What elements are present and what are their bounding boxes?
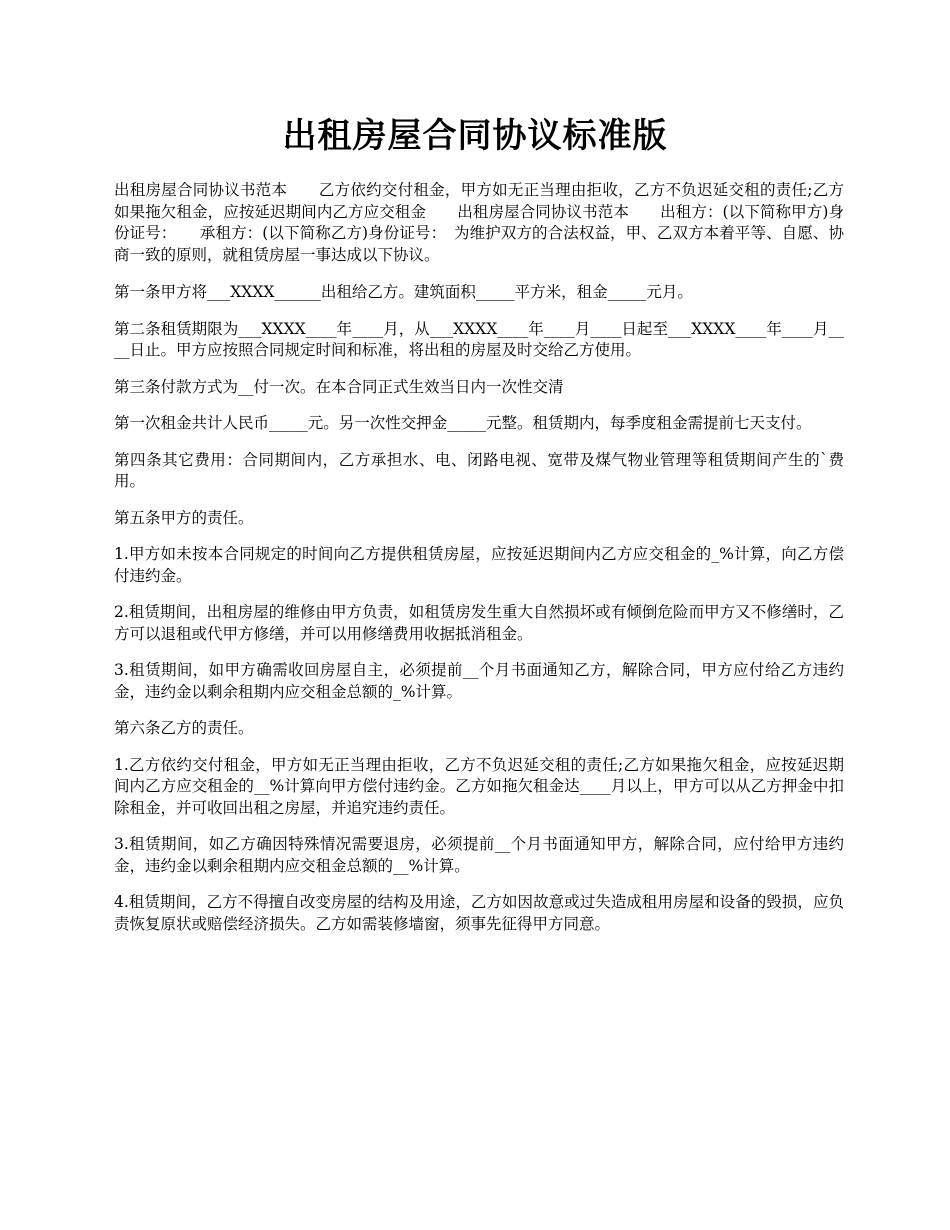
paragraph-article-5-item-2: 2.租赁期间，出租房屋的维修由甲方负责，如租赁房发生重大自然损坏或有倾倒危险而甲方又不修缮时，乙方可以退租或代甲方修缮，并可以用修缮费用收据抵消租金。 [114, 603, 844, 643]
document-title: 出租房屋合同协议标准版 [282, 116, 668, 156]
paragraph-article-5-heading: 第五条甲方的责任。 [114, 508, 254, 527]
paragraph-article-2: 第二条租赁期限为___XXXX____年____月，从___XXXX____年____月____日起至___XXXX____年____月____日止。甲方应按照合同规定时间和标准，将出租的房屋及时交给乙方使用。 [114, 319, 844, 359]
document-body [114, 180, 844, 950]
paragraph-article-5-item-3: 3.租赁期间，如甲方确需收回房屋自主，必须提前__个月书面通知乙方，解除合同，甲方应付给乙方违约金，违约金以剩余租期内应交租金总额的_%计算。 [114, 661, 844, 701]
paragraph-article-6-item-4: 4.租赁期间，乙方不得擅自改变房屋的结构及用途，乙方如因故意或过失造成租用房屋和设备的毁损，应负责恢复原状或赔偿经济损失。乙方如需装修墙窗，须事先征得甲方同意。 [114, 893, 844, 933]
paragraph-article-6-item-3: 3.租赁期间，如乙方确因特殊情况需要退房，必须提前__个月书面通知甲方，解除合同，应付给甲方违约金，违约金以剩余租期内应交租金总额的__%计算。 [114, 835, 844, 875]
paragraph-article-6-item-1: 1.乙方依约交付租金，甲方如无正当理由拒收，乙方不负迟延交租的责任;乙方如果拖欠租金，应按延迟期间内乙方应交租金的__%计算向甲方偿付违约金。乙方如拖欠租金达____月以上，甲方可以从乙方押金中扣除租金，并可收回出租之房屋，并追究违约责任。 [114, 755, 844, 817]
paragraph-first-payment: 第一次租金共计人民币_____元。另一次性交押金_____元整。租赁期内，每季度租金需提前七天支付。 [114, 414, 812, 432]
paragraph-article-6-heading: 第六条乙方的责任。 [114, 719, 254, 737]
paragraph-article-5-item-1: 1.甲方如未按本合同规定的时间向乙方提供租赁房屋，应按延迟期间内乙方应交租金的_%计算，向乙方偿付违约金。 [114, 545, 844, 585]
paragraph-intro: 出租房屋合同协议书范本 乙方依约交付租金，甲方如无正当理由拒收，乙方不负迟延交租的责任;乙方如果拖欠租金，应按延迟期间内乙方应交租金 出租房屋合同协议书范本 出租方：(以下简称甲方)身份证号： 承租方：(以下简称乙方)身份证号： 为维护双方的合法权益，甲、乙双方本着平等、自愿、协商一致的原则，就租赁房屋一事达成以下协议。 [114, 181, 844, 264]
paragraph-article-1: 第一条甲方将___XXXX______出租给乙方。建筑面积_____平方米，租金_____元月。 [114, 283, 693, 301]
paragraph-article-3: 第三条付款方式为__付一次。在本合同正式生效当日内一次性交清 [114, 377, 564, 396]
paragraph-article-4: 第四条其它费用：合同期间内，乙方承担水、电、闭路电视、宽带及煤气物业管理等租赁期间产生的`费用。 [114, 450, 844, 490]
